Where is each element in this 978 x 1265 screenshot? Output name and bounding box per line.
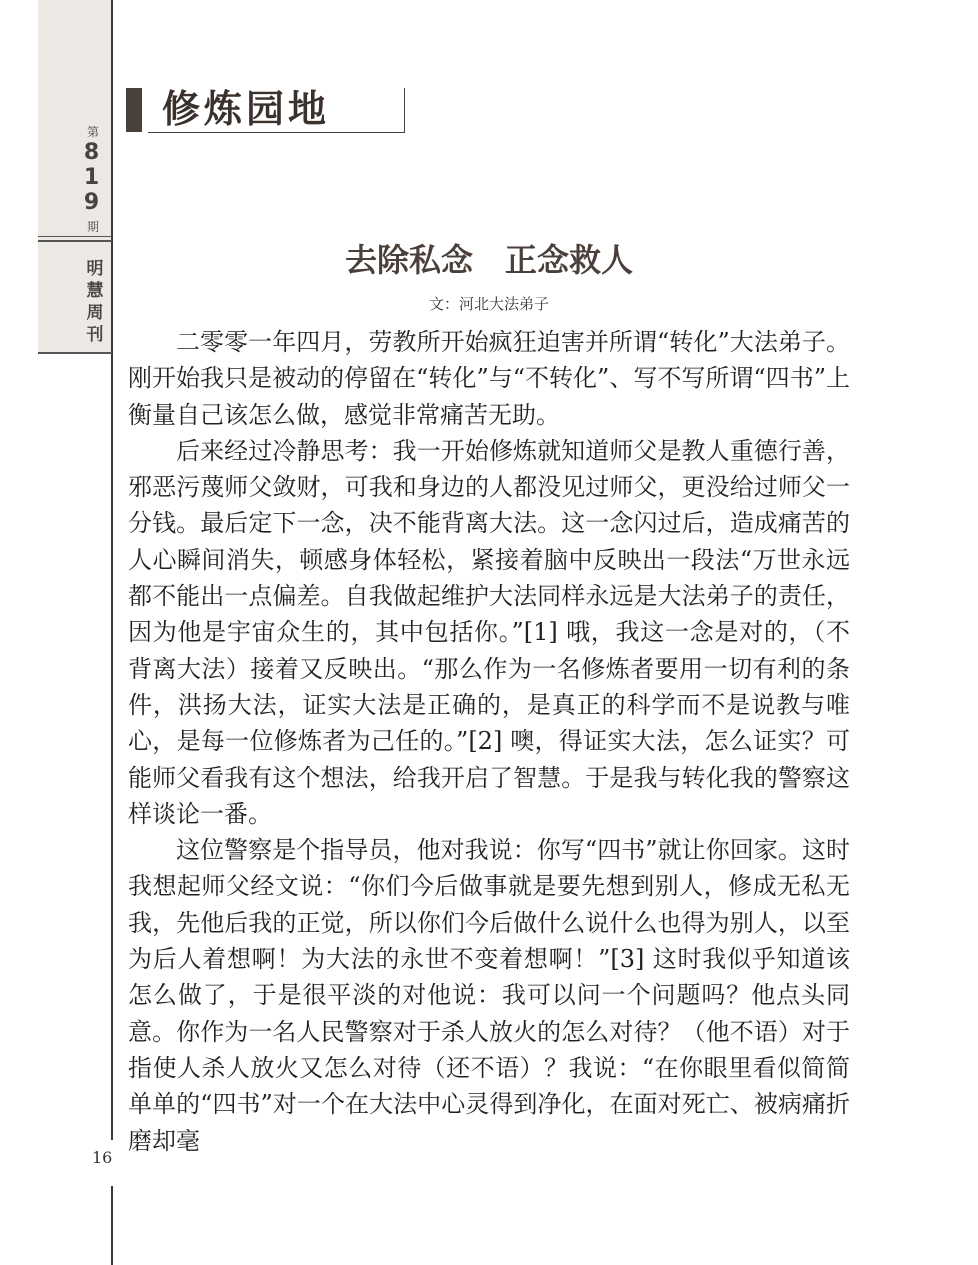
sidebar-divider — [38, 236, 112, 237]
magazine-name-char: 明 — [86, 259, 104, 279]
magazine-name-char: 刊 — [86, 325, 104, 345]
issue-suffix: 期 — [86, 220, 99, 234]
issue-digits: 819 — [79, 140, 104, 215]
article-title: 去除私念 正念救人 — [344, 241, 633, 279]
paragraph: 二零零一年四月，劳教所开始疯狂迫害并所谓“转化”大法弟子。刚开始我只是被动的停留在“转化”与“不转化”、写不写所谓“四书”上衡量自己该怎么做，感觉非常痛苦无助。 — [128, 328, 850, 429]
section-marker — [126, 88, 142, 132]
section-title: 修炼园地 — [162, 87, 331, 131]
magazine-name-char: 慧 — [86, 281, 104, 301]
paragraph: 这位警察是个指导员，他对我说：你写“四书”就让你回家。这时我想起师父经文说：“你们今后做事就是要先想到别人，修成无私无我，先他后我的正觉，所以你们今后做什么说什么也得为别人，以至为后人着想啊！为大法的永世不变着想啊！”[3] 这时我似乎知道该怎么做了，于是很平淡的对他说：我可以问一个问题吗？他点头同意。你作为一名人民警察对于杀人放火的怎么对待？（他不语）对于指使人杀人放火又怎么对待（还不语）？我说：“在你眼里看似简简单单的“四书”对一个在大法中心灵得到净化，在面对死亡、被病痛折磨却毫 — [128, 836, 850, 1155]
sidebar-divider — [38, 352, 112, 354]
sidebar-vertical-rule — [111, 0, 113, 1265]
issue-prefix: 第 — [86, 125, 99, 139]
magazine-name — [82, 258, 108, 346]
magazine-name-char: 周 — [86, 303, 104, 323]
paragraph: 后来经过冷静思考：我一开始修炼就知道师父是教人重德行善，邪恶污蔑师父敛财，可我和身边的人都没见过师父，更没给过师父一分钱。最后定下一念，决不能背离大法。这一念闪过后，造成痛苦的人心瞬间消失，顿感身体轻松，紧接着脑中反映出一段法“万世永远都不能出一点偏差。自我做起维护大法同样永远是大法弟子的责任，因为他是宇宙众生的，其中包括你。”[1] 哦，我这一念是对的，（不背离大法）接着又反映出。“那么作为一名修炼者要用一切有利的条件，洪扬大法，证实大法是正确的，是真正的科学而不是说教与唯心，是每一位修炼者为己任的。”[2] 噢，得证实大法，怎么证实？可能师父看我有这个想法，给我开启了智慧。于是我与转化我的警察这样谈论一番。 — [128, 436, 850, 828]
article-byline: 文：河北大法弟子 — [428, 295, 549, 313]
issue-number — [80, 124, 106, 235]
page-number: 16 — [92, 1148, 113, 1167]
sidebar-divider — [38, 240, 112, 242]
article-body — [128, 324, 850, 1159]
